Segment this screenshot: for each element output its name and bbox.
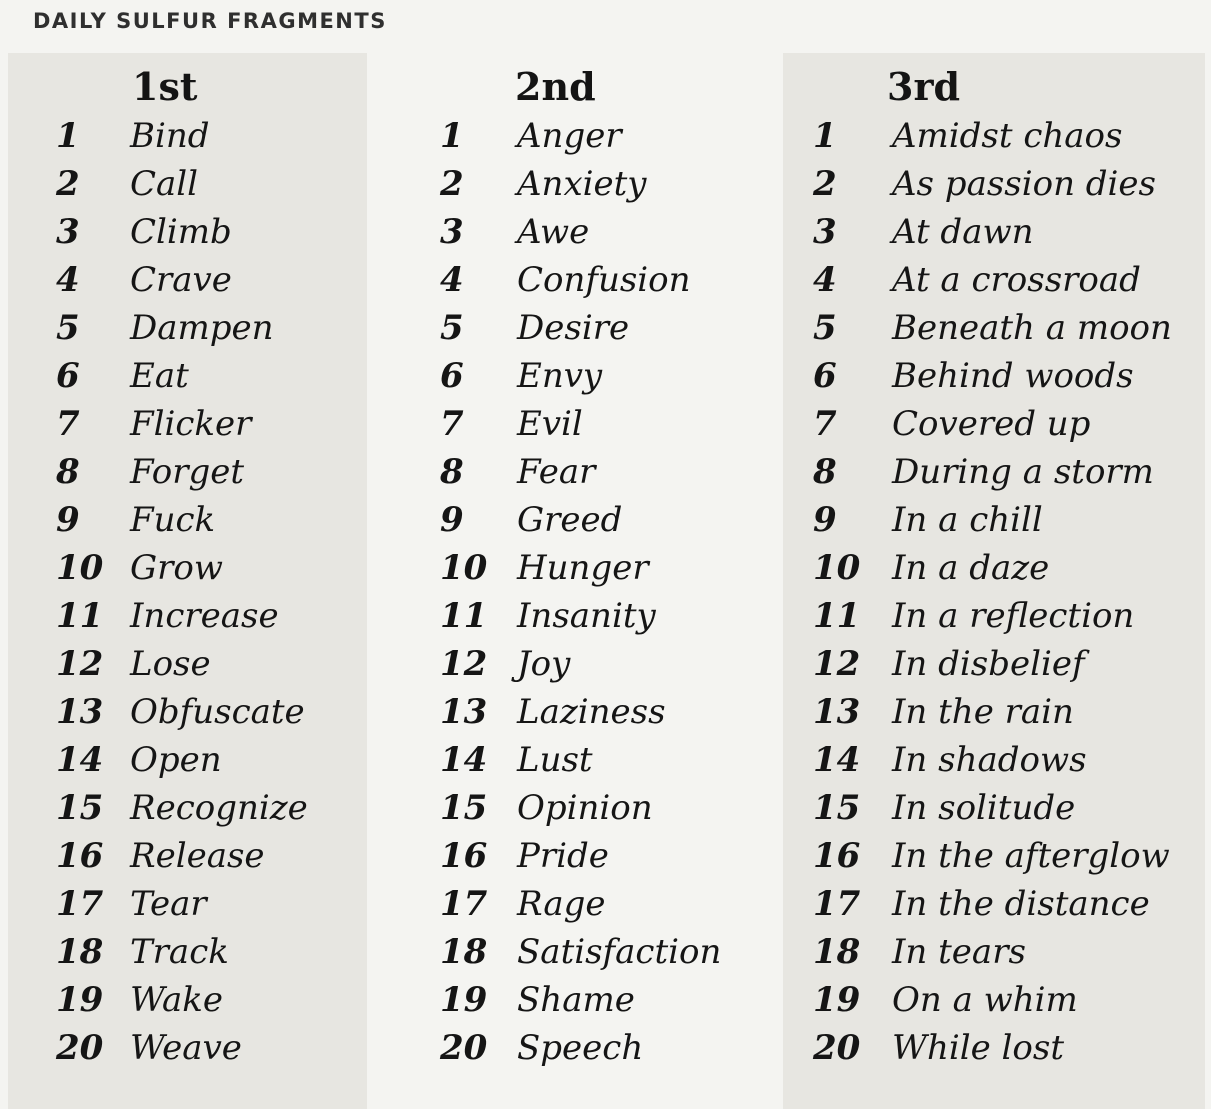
- list-item: [783, 688, 1205, 736]
- list-item: [367, 160, 783, 208]
- column-3rd: [783, 53, 1205, 1109]
- list-item: [367, 256, 783, 304]
- item-number: 3: [56, 212, 80, 252]
- item-text: In a reflection: [892, 596, 1135, 636]
- list-item: [367, 400, 783, 448]
- item-text: Weave: [130, 1028, 242, 1068]
- item-text: In a chill: [892, 500, 1043, 540]
- item-text: Awe: [517, 212, 590, 252]
- item-number: 6: [440, 356, 464, 396]
- item-number: 18: [56, 932, 104, 972]
- item-number: 17: [813, 884, 861, 924]
- list-item: [8, 688, 367, 736]
- item-number: 11: [813, 596, 861, 636]
- item-text: Shame: [517, 980, 635, 1020]
- item-number: 5: [56, 308, 80, 348]
- item-number: 8: [440, 452, 464, 492]
- list-item: [8, 736, 367, 784]
- list-item: [367, 976, 783, 1024]
- item-text: At a crossroad: [892, 260, 1141, 300]
- item-text: Wake: [130, 980, 223, 1020]
- item-text: Obfuscate: [130, 692, 305, 732]
- item-text: Release: [130, 836, 265, 876]
- item-number: 13: [56, 692, 104, 732]
- item-number: 12: [56, 644, 104, 684]
- item-text: Anger: [517, 116, 622, 156]
- list-item: [783, 304, 1205, 352]
- item-text: Greed: [517, 500, 623, 540]
- item-text: As passion dies: [892, 164, 1156, 204]
- item-text: Climb: [130, 212, 232, 252]
- item-number: 3: [813, 212, 837, 252]
- item-text: Lust: [517, 740, 593, 780]
- list-item: [367, 496, 783, 544]
- item-number: 9: [56, 500, 80, 540]
- list-item: [367, 448, 783, 496]
- item-text: Crave: [130, 260, 232, 300]
- item-number: 11: [440, 596, 488, 636]
- item-text: Pride: [517, 836, 609, 876]
- list-item: [367, 352, 783, 400]
- list-item: [783, 736, 1205, 784]
- item-text: Eat: [130, 356, 189, 396]
- list-item: [8, 352, 367, 400]
- item-number: 20: [813, 1028, 861, 1068]
- list-item: [8, 928, 367, 976]
- item-number: 15: [56, 788, 104, 828]
- item-text: Grow: [130, 548, 223, 588]
- list-item: [783, 976, 1205, 1024]
- column-heading: 1st: [132, 64, 198, 109]
- item-number: 4: [813, 260, 837, 300]
- item-number: 20: [56, 1028, 104, 1068]
- item-number: 15: [813, 788, 861, 828]
- item-number: 10: [440, 548, 488, 588]
- list-item: [8, 1024, 367, 1072]
- list-item: [783, 592, 1205, 640]
- item-text: In the afterglow: [892, 836, 1170, 876]
- item-number: 19: [813, 980, 861, 1020]
- list-item: [8, 640, 367, 688]
- list-item: [8, 784, 367, 832]
- item-number: 16: [56, 836, 104, 876]
- item-number: 10: [56, 548, 104, 588]
- item-number: 19: [56, 980, 104, 1020]
- item-text: At dawn: [892, 212, 1034, 252]
- list-item: [8, 448, 367, 496]
- item-text: Flicker: [130, 404, 252, 444]
- list-item: [8, 160, 367, 208]
- item-number: 14: [56, 740, 104, 780]
- item-text: Hunger: [517, 548, 649, 588]
- item-number: 8: [813, 452, 837, 492]
- item-text: Opinion: [517, 788, 653, 828]
- item-number: 7: [440, 404, 464, 444]
- item-number: 1: [440, 116, 464, 156]
- item-number: 14: [440, 740, 488, 780]
- item-number: 2: [56, 164, 80, 204]
- item-number: 16: [440, 836, 488, 876]
- item-number: 17: [440, 884, 488, 924]
- item-number: 20: [440, 1028, 488, 1068]
- item-text: In a daze: [892, 548, 1050, 588]
- list-item: [367, 640, 783, 688]
- list-item: [367, 832, 783, 880]
- item-text: Rage: [517, 884, 606, 924]
- item-number: 1: [813, 116, 837, 156]
- page-title: DAILY SULFUR FRAGMENTS: [33, 9, 387, 33]
- list-item: [367, 592, 783, 640]
- item-text: Track: [130, 932, 229, 972]
- column-list: [783, 112, 1205, 1072]
- list-item: [8, 400, 367, 448]
- item-text: On a whim: [892, 980, 1078, 1020]
- item-number: 18: [440, 932, 488, 972]
- item-number: 13: [813, 692, 861, 732]
- item-number: 9: [440, 500, 464, 540]
- item-number: 2: [440, 164, 464, 204]
- item-text: Fear: [517, 452, 596, 492]
- column-list: [8, 112, 367, 1072]
- item-number: 2: [813, 164, 837, 204]
- list-item: [367, 784, 783, 832]
- item-text: Desire: [517, 308, 630, 348]
- item-text: Speech: [517, 1028, 644, 1068]
- item-number: 10: [813, 548, 861, 588]
- list-item: [367, 736, 783, 784]
- column-1st: [8, 53, 367, 1109]
- item-number: 7: [813, 404, 837, 444]
- item-text: In shadows: [892, 740, 1087, 780]
- item-text: Joy: [517, 644, 571, 684]
- item-text: Recognize: [130, 788, 308, 828]
- item-text: In solitude: [892, 788, 1076, 828]
- column-2nd: [367, 53, 783, 1109]
- list-item: [367, 1024, 783, 1072]
- list-item: [783, 832, 1205, 880]
- list-item: [783, 496, 1205, 544]
- item-number: 8: [56, 452, 80, 492]
- item-number: 1: [56, 116, 80, 156]
- list-item: [8, 832, 367, 880]
- list-item: [8, 880, 367, 928]
- list-item: [367, 544, 783, 592]
- list-item: [783, 784, 1205, 832]
- item-number: 11: [56, 596, 104, 636]
- item-number: 6: [56, 356, 80, 396]
- list-item: [783, 1024, 1205, 1072]
- list-item: [8, 496, 367, 544]
- item-number: 4: [56, 260, 80, 300]
- item-text: Dampen: [130, 308, 274, 348]
- list-item: [783, 160, 1205, 208]
- item-text: Lose: [130, 644, 211, 684]
- list-item: [367, 880, 783, 928]
- list-item: [8, 208, 367, 256]
- list-item: [783, 112, 1205, 160]
- item-number: 17: [56, 884, 104, 924]
- item-number: 9: [813, 500, 837, 540]
- list-item: [783, 448, 1205, 496]
- list-item: [783, 400, 1205, 448]
- list-item: [783, 256, 1205, 304]
- item-number: 16: [813, 836, 861, 876]
- item-number: 18: [813, 932, 861, 972]
- list-item: [783, 208, 1205, 256]
- list-item: [8, 112, 367, 160]
- list-item: [8, 592, 367, 640]
- item-text: Evil: [517, 404, 583, 444]
- item-text: Behind woods: [892, 356, 1134, 396]
- item-text: Fuck: [130, 500, 216, 540]
- item-text: During a storm: [892, 452, 1154, 492]
- list-item: [367, 304, 783, 352]
- item-number: 12: [813, 644, 861, 684]
- item-text: In disbelief: [892, 644, 1085, 684]
- list-item: [8, 976, 367, 1024]
- item-text: In the rain: [892, 692, 1074, 732]
- column-list: [367, 112, 783, 1072]
- item-number: 5: [813, 308, 837, 348]
- item-text: Anxiety: [517, 164, 647, 204]
- item-text: Confusion: [517, 260, 691, 300]
- item-number: 5: [440, 308, 464, 348]
- list-item: [783, 880, 1205, 928]
- item-text: In the distance: [892, 884, 1150, 924]
- item-text: In tears: [892, 932, 1026, 972]
- item-number: 4: [440, 260, 464, 300]
- item-number: 15: [440, 788, 488, 828]
- list-item: [367, 208, 783, 256]
- item-text: Bind: [130, 116, 210, 156]
- item-text: Tear: [130, 884, 207, 924]
- list-item: [783, 640, 1205, 688]
- item-number: 7: [56, 404, 80, 444]
- item-number: 19: [440, 980, 488, 1020]
- item-text: Beneath a moon: [892, 308, 1172, 348]
- item-number: 3: [440, 212, 464, 252]
- item-number: 6: [813, 356, 837, 396]
- item-text: Covered up: [892, 404, 1091, 444]
- list-item: [783, 928, 1205, 976]
- list-item: [8, 304, 367, 352]
- list-item: [8, 256, 367, 304]
- list-item: [8, 544, 367, 592]
- list-item: [367, 112, 783, 160]
- item-text: Envy: [517, 356, 603, 396]
- column-heading: 2nd: [515, 64, 596, 109]
- list-item: [783, 352, 1205, 400]
- item-text: While lost: [892, 1028, 1064, 1068]
- item-text: Forget: [130, 452, 245, 492]
- item-text: Insanity: [517, 596, 656, 636]
- item-text: Amidst chaos: [892, 116, 1123, 156]
- item-text: Call: [130, 164, 199, 204]
- item-text: Open: [130, 740, 222, 780]
- item-number: 14: [813, 740, 861, 780]
- item-number: 13: [440, 692, 488, 732]
- column-heading: 3rd: [887, 64, 961, 109]
- item-number: 12: [440, 644, 488, 684]
- list-item: [783, 544, 1205, 592]
- item-text: Increase: [130, 596, 279, 636]
- item-text: Satisfaction: [517, 932, 722, 972]
- list-item: [367, 688, 783, 736]
- list-item: [367, 928, 783, 976]
- item-text: Laziness: [517, 692, 666, 732]
